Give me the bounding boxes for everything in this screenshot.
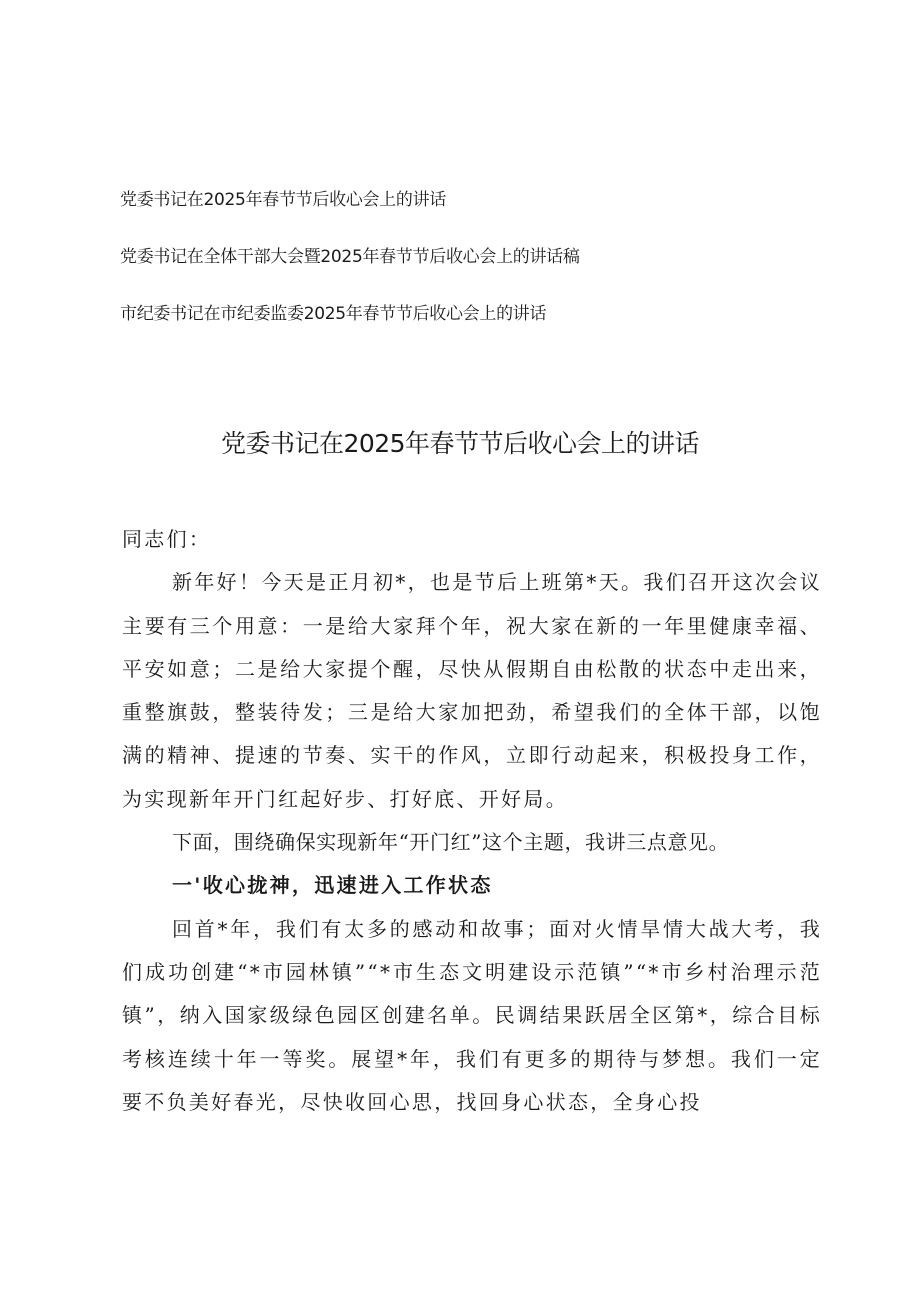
body-paragraph-1: 新年好！今天是正月初*，也是节后上班第*天。我们召开这次会议主要有三个用意：一是给大家拜个年，祝大家在新的一年里健康幸福、平安如意；二是给大家提个醒，尽快从假期自由松散的状态中走出来，重整旗鼓，整装待发；三是给大家加把劲，希望我们的全体干部，以饱满的精神、提速的节奏、实干的作风，立即行动起来，积极投身工作，为实现新年开门红起好步、打好底、开好局。 — [122, 570, 822, 811]
section-heading-1: 一'收心拢神，迅速进入工作状态 — [172, 873, 493, 898]
toc-item-3: 市纪委书记在市纪委监委2025年春节节后收心会上的讲话 — [120, 304, 547, 324]
section-paragraph-1: 回首*年，我们有太多的感动和故事；面对火情旱情大战大考，我们成功创建“*市园林镇”“*市生态文明建设示范镇”“*市乡村治理示范镇”，纳入国家级绿色园区创建名单。民调结果跃居全区第*，综合目标考核连续十年一等奖。展望*年，我们有更多的期待与梦想。我们一定要不负美好春光，尽快收回心思，找回身心状态，全身心投 — [122, 916, 822, 1114]
document-body — [122, 518, 822, 1124]
table-of-contents — [120, 186, 820, 357]
toc-item-1: 党委书记在2025年春节节后收心会上的讲话 — [120, 190, 446, 210]
toc-item-2: 党委书记在全体干部大会暨2025年春节节后收心会上的讲话稿 — [120, 247, 580, 267]
salutation: 同志们： — [122, 527, 212, 551]
body-paragraph-2: 下面，围绕确保实现新年“开门红”这个主题，我讲三点意见。 — [172, 830, 730, 855]
document-title: 党委书记在2025年春节节后收心会上的讲话 — [220, 429, 700, 458]
